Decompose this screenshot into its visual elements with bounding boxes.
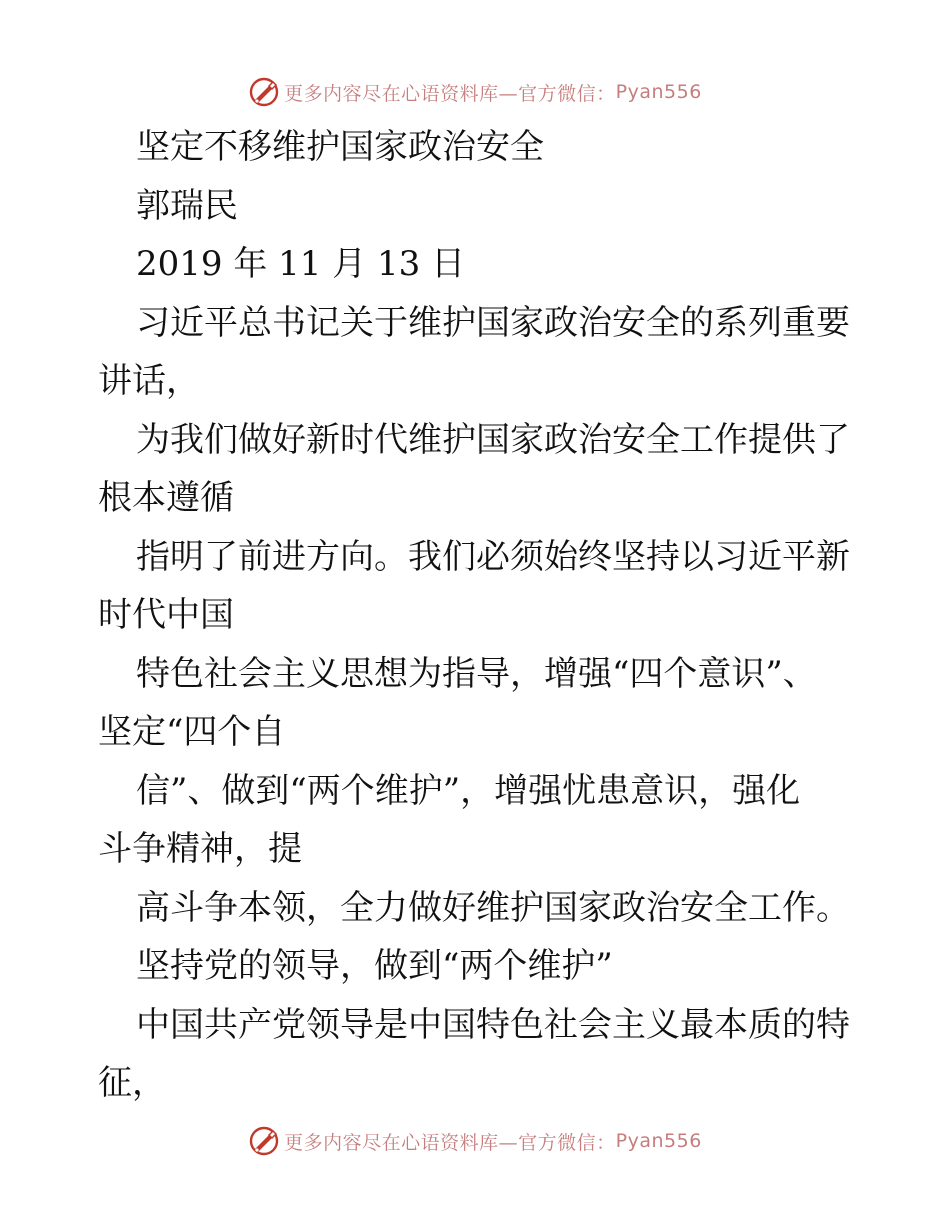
doc-title: 坚定不移维护国家政治安全 [136, 127, 544, 167]
doc-line: 习近平总书记关于维护国家政治安全的系列重要 [136, 302, 850, 343]
doc-line: 斗争精神，提 [98, 829, 302, 869]
doc-line: 指明了前进方向。我们必须始终坚持以习近平新 [136, 536, 850, 577]
watermark-text: 更多内容尽在心语资料库—官方微信： [284, 1131, 616, 1154]
doc-line: 讲话， [98, 361, 200, 401]
doc-line: 信”、做到“两个维护”，增强忧患意识，强化 [136, 770, 801, 811]
doc-line: 时代中国 [98, 595, 234, 635]
doc-line: 特色社会主义思想为指导，增强“四个意识”、 [136, 653, 817, 694]
doc-date: 2019 年 11 月 13 日 [136, 244, 466, 284]
document-body [98, 118, 858, 1113]
section-heading: 坚持党的领导，做到“两个维护” [136, 946, 613, 986]
pen-logo-icon [248, 1125, 280, 1157]
doc-author: 郭瑞民 [136, 185, 238, 226]
doc-line: 中国共产党领导是中国特色社会主义最本质的特 [136, 1004, 850, 1045]
watermark-banner-top [0, 72, 950, 112]
watermark-banner-bottom [0, 1121, 950, 1161]
doc-line: 坚定“四个自 [98, 712, 286, 752]
doc-line: 根本遵循 [98, 478, 234, 518]
watermark-wechat-id: Pyan556 [615, 1130, 702, 1152]
doc-line: 高斗争本领，全力做好维护国家政治安全工作。 [136, 887, 850, 928]
watermark-wechat-id: Pyan556 [615, 81, 702, 103]
watermark-text: 更多内容尽在心语资料库—官方微信： [284, 82, 616, 105]
doc-line: 征， [98, 1063, 166, 1103]
pen-logo-icon [248, 76, 280, 108]
doc-line: 为我们做好新时代维护国家政治安全工作提供了 [136, 419, 850, 460]
